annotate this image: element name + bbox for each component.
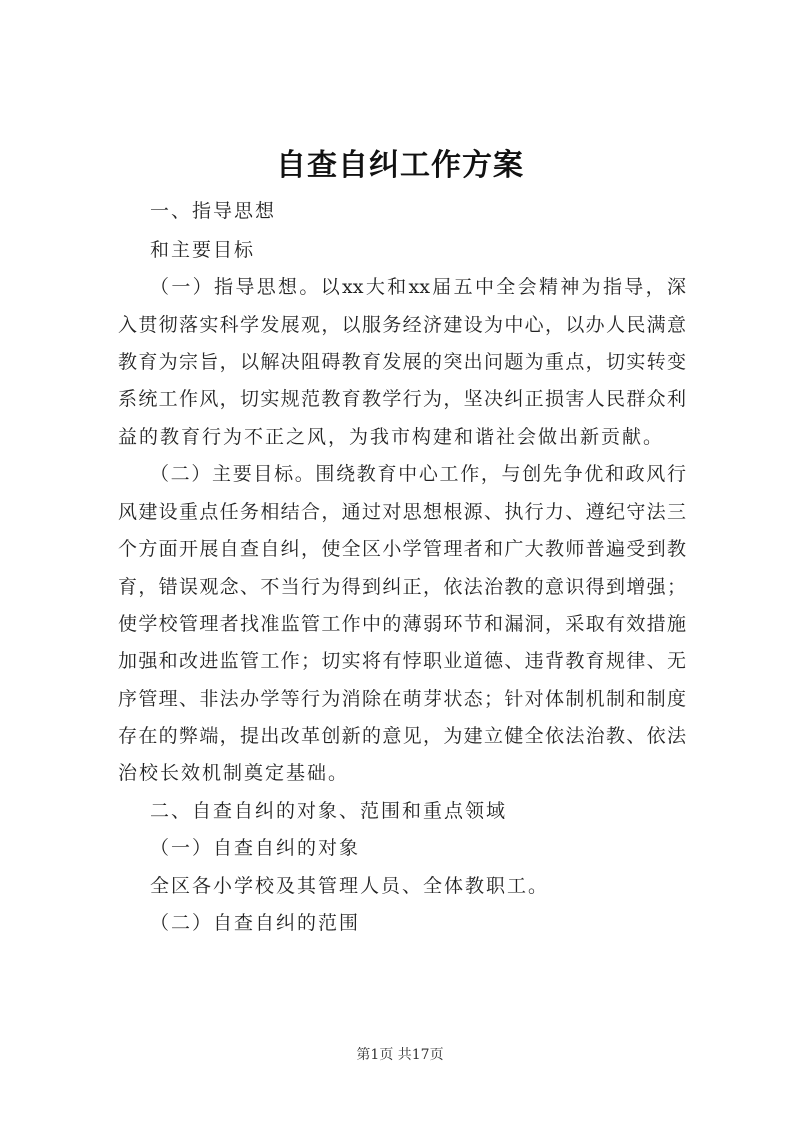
paragraph-line: 系统工作风，切实规范教育教学行为，坚决纠正损害人民群众利	[118, 388, 686, 410]
heading-1: 一、指导思想	[150, 200, 277, 222]
paragraph-line: 风建设重点任务相结合，通过对思想根源、执行力、遵纪守法三	[118, 501, 686, 523]
paragraph-line: 入贯彻落实科学发展观，以服务经济建设为中心，以办人民满意	[118, 314, 686, 336]
paragraph-line: 加强和改进监管工作；切实将有悖职业道德、违背教育规律、无	[118, 650, 686, 672]
page-footer: 第1页 共17页	[356, 1047, 444, 1063]
paragraph-line: 益的教育行为不正之风，为我市构建和谐社会做出新贡献。	[118, 426, 665, 448]
paragraph-line: （一）指导思想。以xx大和xx届五中全会精神为指导，深	[150, 276, 686, 298]
paragraph-line: 存在的弊端，提出改革创新的意见，为建立健全依法治教、依法	[118, 725, 686, 747]
document-title: 自查自纠工作方案	[276, 148, 524, 183]
paragraph-line: 治校长效机制奠定基础。	[118, 762, 350, 784]
paragraph-line: 个方面开展自查自纠，使全区小学管理者和广大教师普遍受到教	[118, 538, 686, 560]
heading-1-cont: 和主要目标	[150, 239, 256, 261]
paragraph-line: 使学校管理者找准监管工作中的薄弱环节和漏洞，采取有效措施	[118, 613, 686, 635]
heading-2: 二、自查自纠的对象、范围和重点领域	[150, 800, 508, 822]
paragraph-line: 教育为宗旨，以解决阻碍教育发展的突出问题为重点，切实转变	[118, 351, 686, 373]
paragraph-line: 全区各小学校及其管理人员、全体教职工。	[150, 875, 550, 897]
subheading: （二）自查自纠的范围	[150, 912, 361, 934]
subheading: （一）自查自纠的对象	[150, 837, 361, 859]
paragraph-line: 育，错误观念、不当行为得到纠正，依法治教的意识得到增强；	[118, 576, 686, 598]
paragraph-line: 序管理、非法办学等行为消除在萌芽状态；针对体制机制和制度	[118, 688, 686, 710]
paragraph-line: （二）主要目标。围绕教育中心工作，与创先争优和政风行	[150, 463, 686, 485]
